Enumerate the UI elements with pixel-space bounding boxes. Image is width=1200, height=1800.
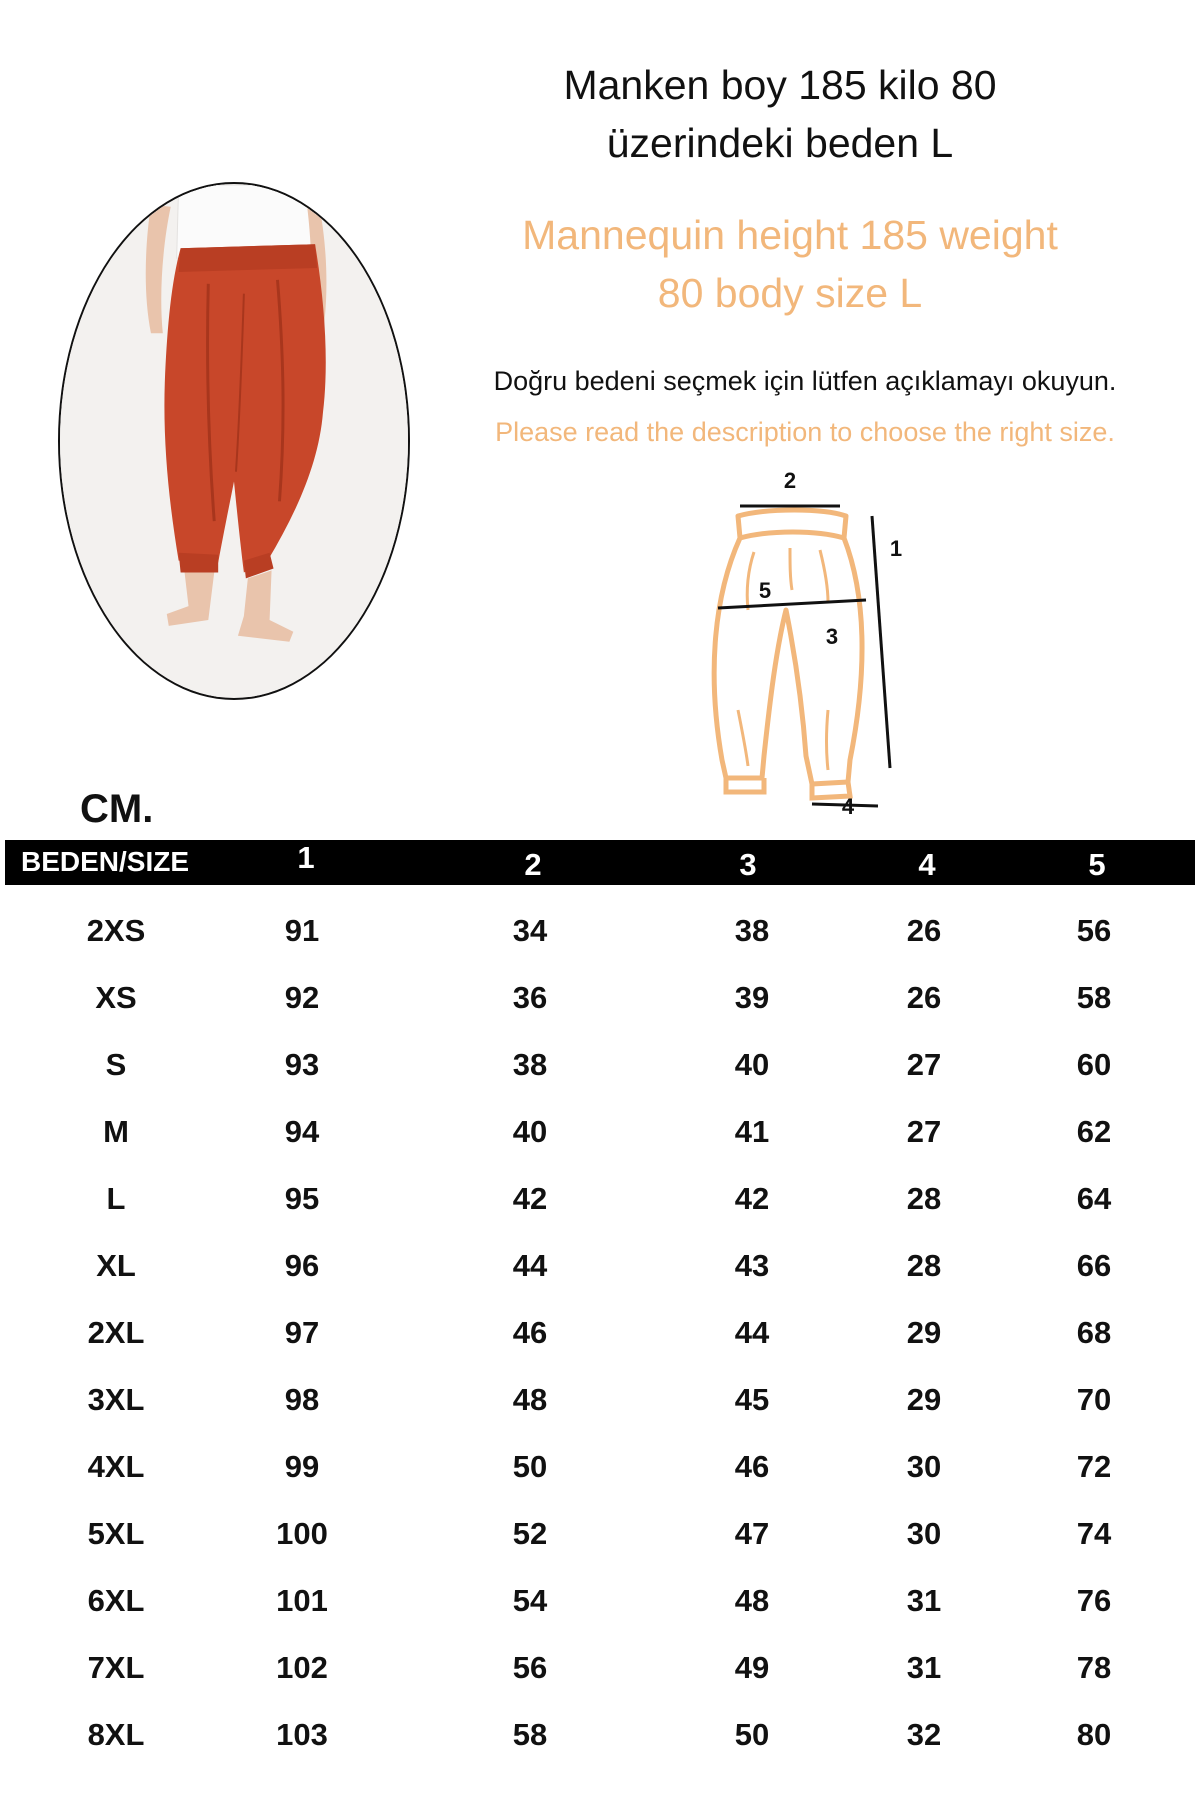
measurement-cell: 98 xyxy=(284,1382,320,1417)
measurement-cell: 28 xyxy=(906,1248,942,1283)
size-cell: XS xyxy=(95,980,137,1015)
table-row xyxy=(0,1501,1200,1568)
size-cell: L xyxy=(106,1181,126,1216)
measurement-cell: 29 xyxy=(906,1315,942,1350)
measurement-cell: 100 xyxy=(276,1516,328,1551)
measurement-cell: 32 xyxy=(906,1717,942,1752)
table-row xyxy=(0,1434,1200,1501)
table-row xyxy=(0,1702,1200,1769)
measurement-cell: 76 xyxy=(1076,1583,1112,1618)
measurement-cell: 96 xyxy=(284,1248,320,1283)
size-cell: 4XL xyxy=(87,1449,145,1484)
measurement-cell: 38 xyxy=(734,913,770,948)
measurement-cell: 102 xyxy=(276,1650,328,1685)
measurement-cell: 30 xyxy=(906,1449,942,1484)
measurement-cell: 103 xyxy=(276,1717,328,1752)
header-col-1: 1 xyxy=(297,840,315,875)
measurement-cell: 72 xyxy=(1076,1449,1112,1484)
measurement-cell: 93 xyxy=(284,1047,320,1082)
heading-turkish-line-2: üzerindeki beden L xyxy=(606,120,954,166)
measurement-cell: 50 xyxy=(512,1449,548,1484)
diagram-label-4: 4 xyxy=(841,794,855,819)
mannequin-photo-icon xyxy=(60,184,408,698)
diagram-label-3: 3 xyxy=(825,624,839,649)
table-row xyxy=(0,1233,1200,1300)
size-table xyxy=(0,898,1200,1778)
size-cell: 3XL xyxy=(87,1382,145,1417)
heading-turkish-line-1: Manken boy 185 kilo 80 xyxy=(563,62,997,108)
table-row xyxy=(0,1367,1200,1434)
size-cell: 2XS xyxy=(86,913,146,948)
size-cell: 8XL xyxy=(87,1717,145,1752)
measurement-cell: 46 xyxy=(512,1315,548,1350)
measurement-cell: 58 xyxy=(1076,980,1112,1015)
measurement-cell: 26 xyxy=(906,980,942,1015)
measurement-cell: 28 xyxy=(906,1181,942,1216)
note-english: Please read the description to choose the right size. xyxy=(495,417,1115,447)
measurement-cell: 78 xyxy=(1076,1650,1112,1685)
header-col-5: 5 xyxy=(1088,847,1106,882)
heading-turkish xyxy=(470,56,1090,172)
measurement-cell: 68 xyxy=(1076,1315,1112,1350)
measurement-cell: 80 xyxy=(1076,1717,1112,1752)
measurement-cell: 52 xyxy=(512,1516,548,1551)
measurement-cell: 60 xyxy=(1076,1047,1112,1082)
table-row xyxy=(0,1300,1200,1367)
size-cell: 6XL xyxy=(87,1583,145,1618)
size-cell: M xyxy=(103,1114,129,1149)
measurement-cell: 97 xyxy=(284,1315,320,1350)
measurement-cell: 40 xyxy=(512,1114,548,1149)
measurement-cell: 44 xyxy=(512,1248,548,1283)
measurement-cell: 47 xyxy=(734,1516,770,1551)
measurement-cell: 49 xyxy=(734,1650,770,1685)
measurement-cell: 30 xyxy=(906,1516,942,1551)
measurement-cell: 56 xyxy=(512,1650,548,1685)
measurement-cell: 41 xyxy=(734,1114,770,1149)
size-table-header xyxy=(5,840,1195,885)
table-row xyxy=(0,1032,1200,1099)
measurement-cell: 48 xyxy=(512,1382,548,1417)
measurement-cell: 36 xyxy=(512,980,548,1015)
heading-english-line-1: Mannequin height 185 weight xyxy=(522,212,1058,258)
unit-label: CM. xyxy=(80,787,154,831)
diagram-label-5: 5 xyxy=(758,578,772,603)
measurement-cell: 58 xyxy=(512,1717,548,1752)
mannequin-photo xyxy=(58,182,410,700)
table-row xyxy=(0,898,1200,965)
measurement-cell: 42 xyxy=(734,1181,770,1216)
measurement-cell: 31 xyxy=(906,1650,942,1685)
measurement-cell: 62 xyxy=(1076,1114,1112,1149)
measurement-diagram xyxy=(690,460,930,825)
measurement-cell: 70 xyxy=(1076,1382,1112,1417)
measurement-cell: 27 xyxy=(906,1047,942,1082)
diagram-label-2: 2 xyxy=(783,468,797,493)
table-row xyxy=(0,1099,1200,1166)
measurement-cell: 38 xyxy=(512,1047,548,1082)
measurement-cell: 39 xyxy=(734,980,770,1015)
measurement-cell: 56 xyxy=(1076,913,1112,948)
measurement-cell: 42 xyxy=(512,1181,548,1216)
measurement-cell: 66 xyxy=(1076,1248,1112,1283)
header-col-4: 4 xyxy=(918,847,936,882)
diagram-label-1: 1 xyxy=(889,536,903,561)
measurement-cell: 50 xyxy=(734,1717,770,1752)
measurement-cell: 48 xyxy=(734,1583,770,1618)
measurement-cell: 29 xyxy=(906,1382,942,1417)
size-cell: 5XL xyxy=(87,1516,145,1551)
measurement-cell: 94 xyxy=(284,1114,320,1149)
size-cell: S xyxy=(105,1047,127,1082)
measurement-cell: 31 xyxy=(906,1583,942,1618)
measurement-cell: 45 xyxy=(734,1382,770,1417)
measurement-cell: 26 xyxy=(906,913,942,948)
size-cell: XL xyxy=(96,1248,136,1283)
measurement-cell: 74 xyxy=(1076,1516,1112,1551)
note-turkish: Doğru bedeni seçmek için lütfen açıklamayı okuyun. xyxy=(493,366,1117,396)
measurement-cell: 91 xyxy=(284,913,320,948)
table-row xyxy=(0,1635,1200,1702)
header-size: BEDEN/SIZE xyxy=(21,846,190,877)
size-cell: 7XL xyxy=(87,1650,145,1685)
measurement-cell: 40 xyxy=(734,1047,770,1082)
measurement-cell: 101 xyxy=(276,1583,328,1618)
measurement-cell: 44 xyxy=(734,1315,770,1350)
measurement-cell: 64 xyxy=(1076,1181,1112,1216)
measurement-cell: 95 xyxy=(284,1181,320,1216)
heading-english-line-2: 80 body size L xyxy=(657,270,923,316)
header-col-2: 2 xyxy=(524,847,542,882)
measurement-cell: 54 xyxy=(512,1583,548,1618)
heading-english xyxy=(470,206,1110,322)
measurement-cell: 46 xyxy=(734,1449,770,1484)
measurement-cell: 27 xyxy=(906,1114,942,1149)
table-row xyxy=(0,1166,1200,1233)
table-row xyxy=(0,965,1200,1032)
header-col-3: 3 xyxy=(739,847,757,882)
size-cell: 2XL xyxy=(87,1315,145,1350)
measurement-cell: 92 xyxy=(284,980,320,1015)
table-row xyxy=(0,1568,1200,1635)
measurement-cell: 43 xyxy=(734,1248,770,1283)
measurement-cell: 34 xyxy=(512,913,548,948)
pants-diagram-icon xyxy=(690,460,930,825)
measurement-cell: 99 xyxy=(284,1449,320,1484)
